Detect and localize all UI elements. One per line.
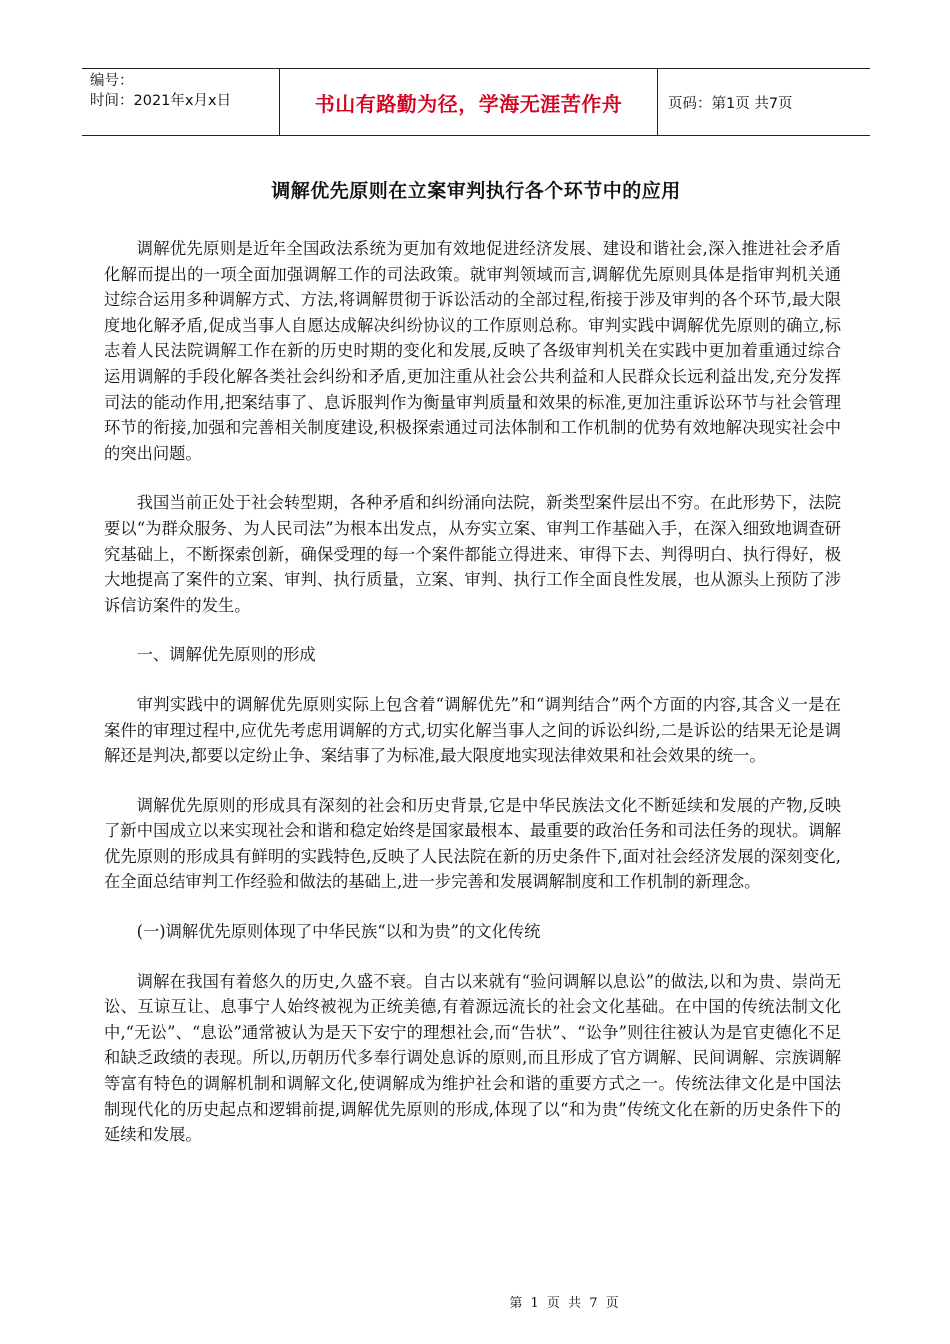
header-meta <box>82 69 280 135</box>
motto-text: 书山有路勤为径，学海无涯苦作舟 <box>314 91 623 116</box>
header-page-info <box>658 69 870 135</box>
document-title: 调解优先原则在立案审判执行各个环节中的应用 <box>271 180 681 202</box>
document-body <box>104 236 841 1148</box>
section-heading: 一、调解优先原则的形成 <box>136 645 316 665</box>
page-info-text: 页码：第1页 共7页 <box>668 95 793 112</box>
document-header <box>82 68 870 136</box>
page-footer: 第 1 页 共 7 页 <box>509 1296 621 1311</box>
document-date-label: 时间：2021年x月x日 <box>90 93 232 109</box>
paragraph: 调解优先原则的形成具有深刻的社会和历史背景,它是中华民族法文化不断延续和发展的产物,反映了新中国成立以来实现社会和谐和稳定始终是国家最根本、最重要的政治任务和司法任务的现状。调解优先原则的形成具有鲜明的实践特色,反映了人民法院在新的历史条件下,面对社会经济发展的深刻变化,在全面总结审判工作经验和做法的基础上,进一步完善和发展调解制度和工作机制的新理念。 <box>104 795 841 892</box>
paragraph: 调解在我国有着悠久的历史,久盛不衰。自古以来就有“验问调解以息讼”的做法,以和为贵、崇尚无讼、互谅互让、息事宁人始终被视为正统美德,有着源远流长的社会文化基础。在中国的传统法制文化中,“无讼”、“息讼”通常被认为是天下安宁的理想社会,而“告状”、“讼争”则往往被认为是官吏德化不足和缺乏政绩的表现。所以,历朝历代多奉行调处息诉的原则,而且形成了官方调解、民间调解、宗族调解等富有特色的调解机制和调解文化,使调解成为维护社会和谐的重要方式之一。传统法律文化是中国法制现代化的历史起点和逻辑前提,调解优先原则的形成,体现了以“和为贵”传统文化在新的历史条件下的延续和发展。 <box>104 971 841 1145</box>
paragraph: 调解优先原则是近年全国政法系统为更加有效地促进经济发展、建设和谐社会,深入推进社会矛盾化解而提出的一项全面加强调解工作的司法政策。就审判领域而言,调解优先原则具体是指审判机关通过综合运用多种调解方式、方法,将调解贯彻于诉讼活动的全部过程,衔接于涉及审判的各个环节,最大限度地化解矛盾,促成当事人自愿达成解决纠纷协议的工作原则总称。审判实践中调解优先原则的确立,标志着人民法院调解工作在新的历史时期的变化和发展,反映了各级审判机关在实践中更加着重通过综合运用调解的手段化解各类社会纠纷和矛盾,更加注重从社会公共利益和人民群众长远利益出发,充分发挥司法的能动作用,把案结事了、息诉服判作为衡量审判质量和效果的标准,更加注重诉讼环节与社会管理环节的衔接,加强和完善相关制度建设,积极探索通过司法体制和工作机制的优势有效地解决现实社会中的突出问题。 <box>104 239 841 463</box>
document-number-label: 编号： <box>90 73 134 89</box>
paragraph: 我国当前正处于社会转型期，各种矛盾和纠纷涌向法院，新类型案件层出不穷。在此形势下，法院要以“为群众服务、为人民司法”为根本出发点，从夯实立案、审判工作基础入手，在深入细致地调查研究基础上，不断探索创新，确保受理的每一个案件都能立得进来、审得下去、判得明白、执行得好，极大地提高了案件的立案、审判、执行质量，立案、审判、执行工作全面良性发展，也从源头上预防了涉诉信访案件的发生。 <box>104 493 841 615</box>
subsection-heading: (一)调解优先原则体现了中华民族“以和为贵”的文化传统 <box>136 922 541 942</box>
paragraph: 审判实践中的调解优先原则实际上包含着“调解优先”和“调判结合”两个方面的内容,其含义一是在案件的审理过程中,应优先考虑用调解的方式,切实化解当事人之间的诉讼纠纷,二是诉讼的结果无论是调解还是判决,都要以定纷止争、案结事了为标准,最大限度地实现法律效果和社会效果的统一。 <box>104 694 841 766</box>
header-motto <box>280 69 658 135</box>
